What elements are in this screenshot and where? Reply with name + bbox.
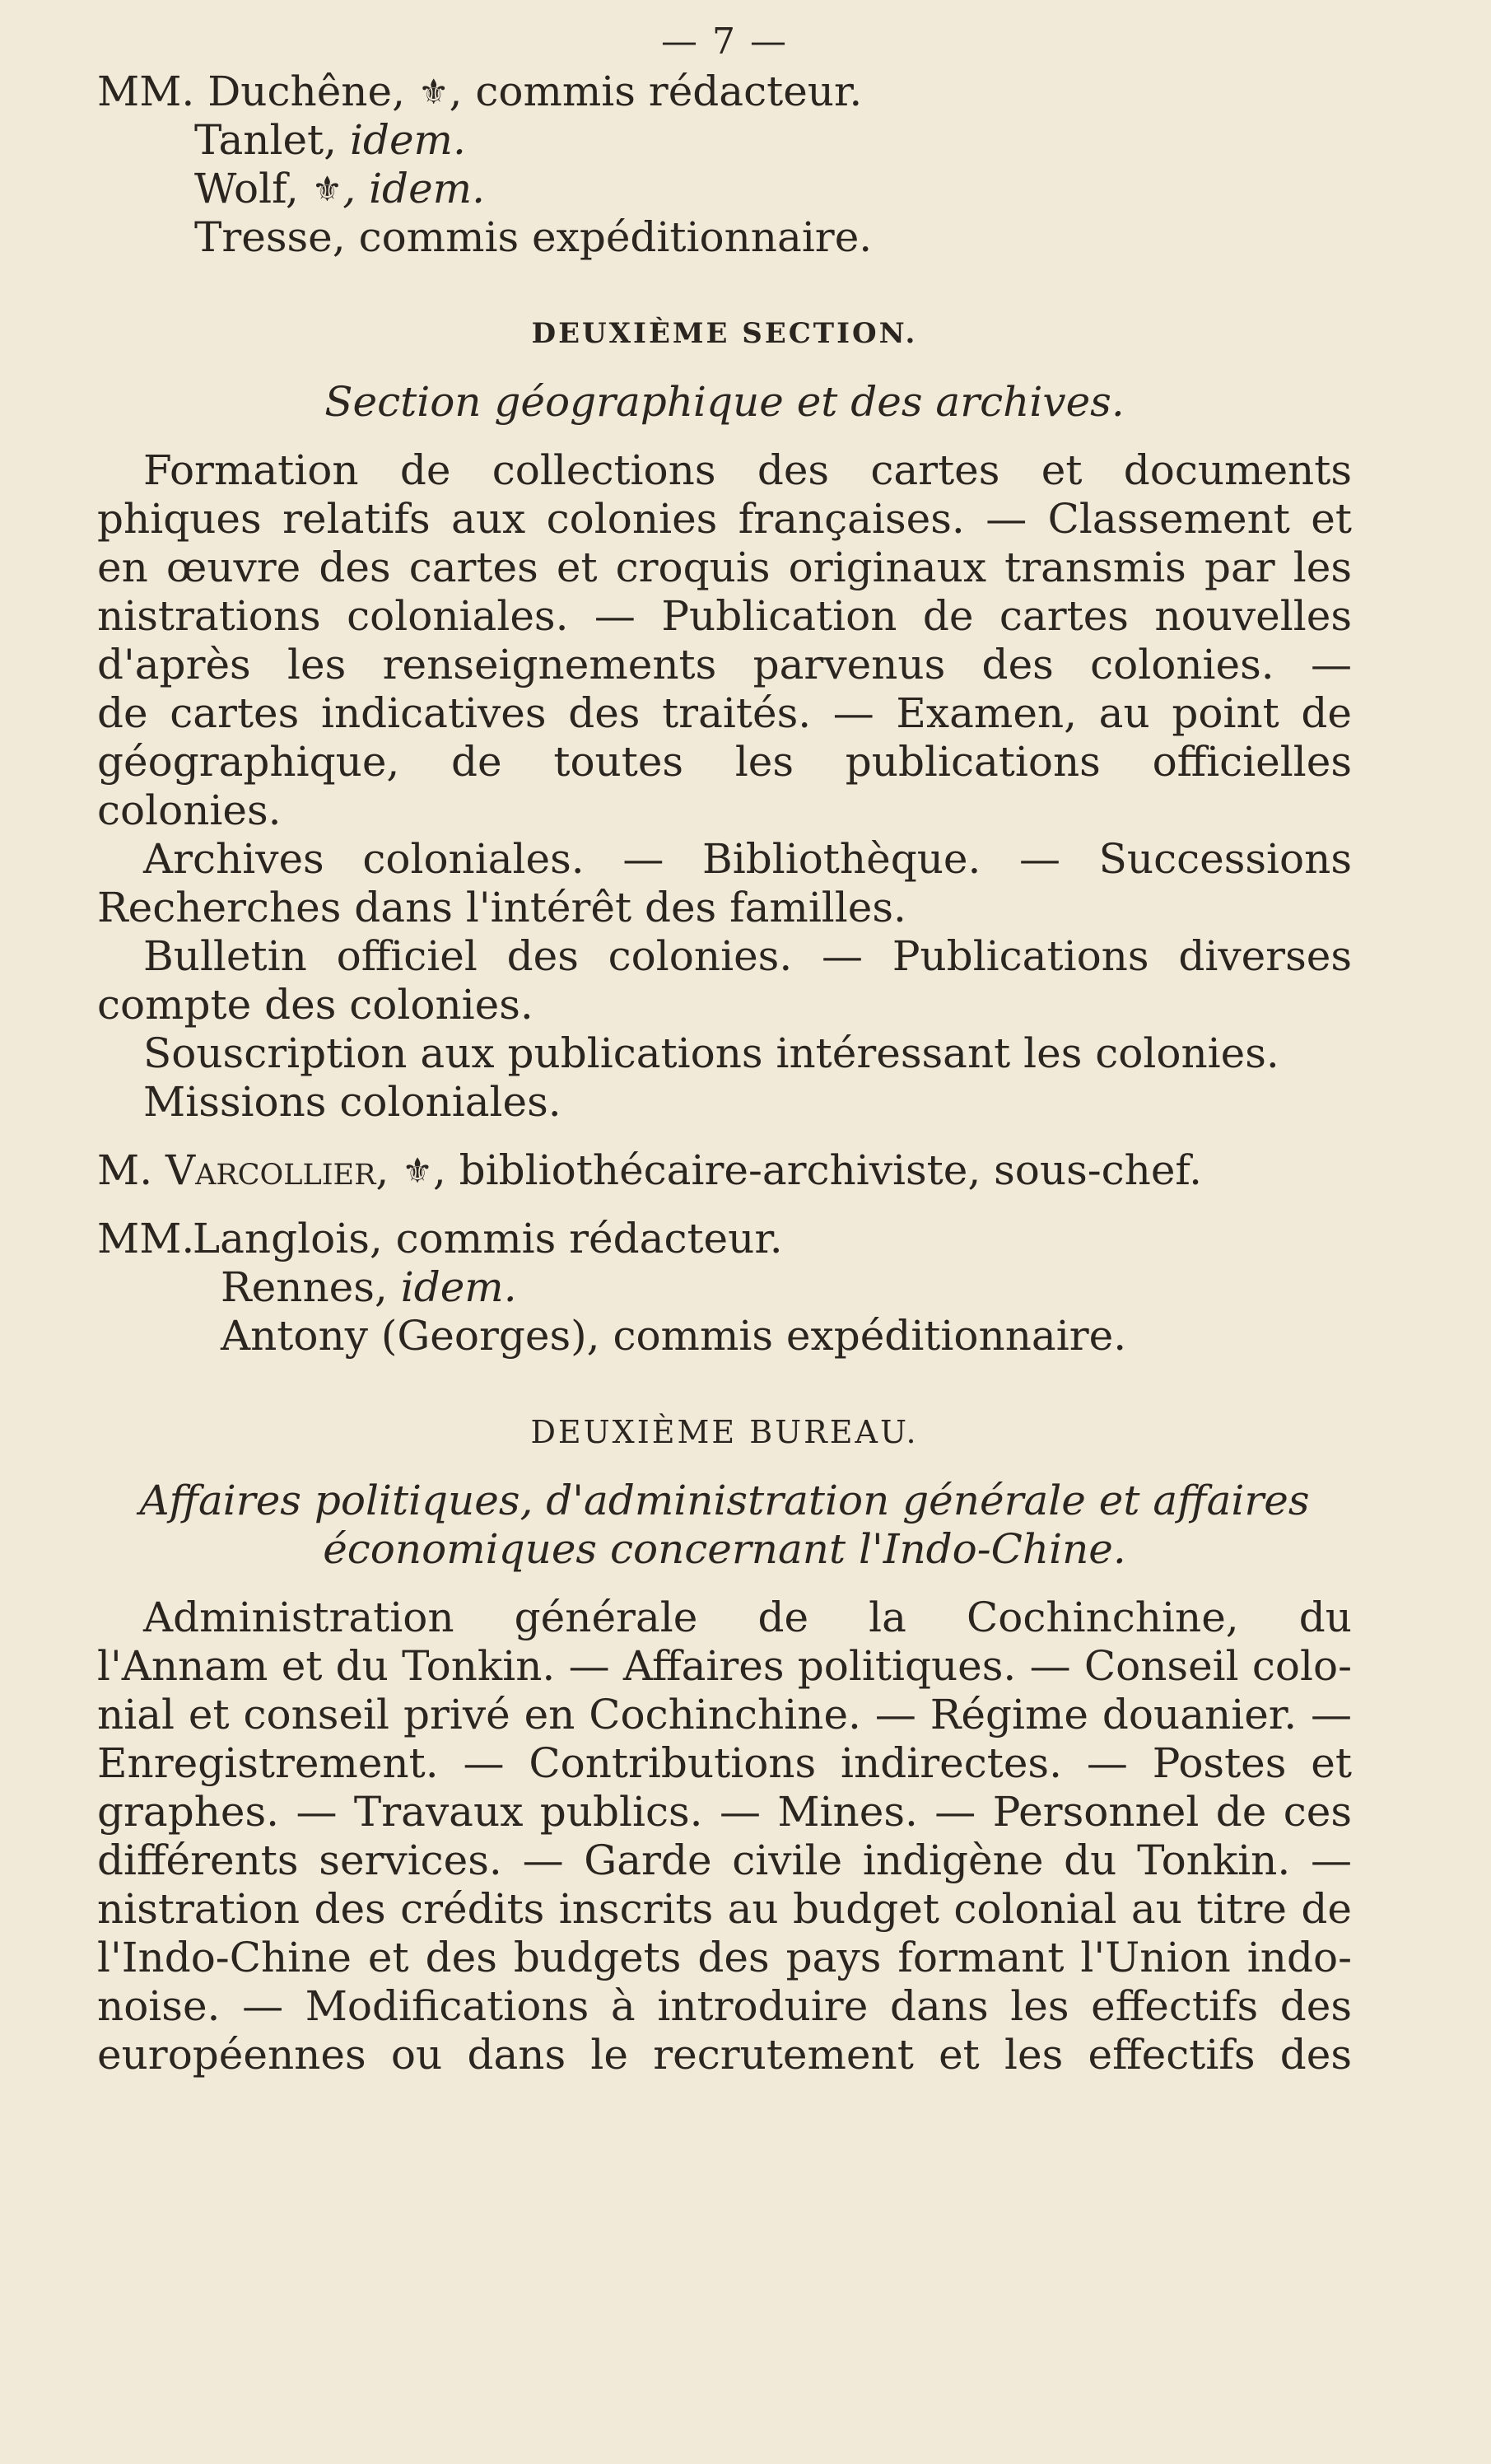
- staff-prefix: MM.: [97, 1215, 195, 1262]
- paragraph-line: Administration générale de la Cochinchine, du: [143, 1594, 1352, 1641]
- page-number: — 7 —: [661, 21, 788, 63]
- staff-role: commis expéditionnaire.: [358, 213, 873, 261]
- paragraph-line: graphes. — Travaux publics. — Mines. — Personnel de ces: [97, 1788, 1352, 1836]
- paragraph-line: de cartes indicatives des traités. — Examen, au point de: [97, 689, 1352, 737]
- staff-role: , bibliothécaire-archiviste, sous-chef.: [432, 1146, 1203, 1194]
- decoration-icon: ⚜: [311, 169, 343, 209]
- staff-row: [97, 1312, 1352, 1360]
- paragraph-line: Archives coloniales. — Bibliothèque. — Successions: [143, 835, 1352, 883]
- decoration-icon: ⚜: [417, 72, 450, 112]
- staff-role: idem.: [349, 116, 466, 164]
- section-staff-list: [97, 1215, 1352, 1360]
- staff-name: Langlois,: [192, 1215, 383, 1262]
- staff-role: idem.: [400, 1263, 517, 1311]
- paragraph-line: l'Annam et du Tonkin. — Affaires politiques. — Conseil colo-: [97, 1642, 1352, 1690]
- bureau-description: [97, 1594, 1352, 2079]
- staff-name: Tresse,: [194, 213, 346, 261]
- staff-name: Wolf,: [194, 165, 299, 212]
- paragraph-line: phiques relatifs aux colonies françaises. — Classement et: [97, 495, 1352, 543]
- section-description: [97, 446, 1352, 1127]
- paragraph-line: colonies.: [97, 786, 282, 834]
- paragraph-line: Formation de collections des cartes et documents: [143, 446, 1352, 494]
- staff-name: Tanlet,: [194, 116, 338, 164]
- paragraph-line: géographique, de toutes les publications officielles: [97, 738, 1352, 786]
- staff-row: [64, 116, 1352, 165]
- staff-row: [97, 1215, 1352, 1263]
- paragraph-line: l'Indo-Chine et des budgets des pays formant l'Union indo-: [97, 1934, 1352, 1981]
- paragraph-line: Bulletin officiel des colonies. — Publications diverses: [143, 932, 1352, 980]
- staff-prefix: M.: [97, 1146, 153, 1194]
- staff-role: commis expéditionnaire.: [613, 1312, 1127, 1360]
- staff-role: commis rédacteur.: [395, 1215, 783, 1262]
- section-subtitle: Section géographique et des archives.: [324, 378, 1125, 426]
- decoration-icon: ⚜: [402, 1150, 433, 1191]
- paragraph-line: nial et conseil privé en Cochinchine. — Régime douanier. —: [97, 1691, 1352, 1738]
- paragraph-line: Enregistrement. — Contributions indirectes. — Postes et: [97, 1739, 1352, 1787]
- staff-role: , commis rédacteur.: [449, 68, 863, 115]
- staff-row: [97, 68, 1352, 116]
- bureau-subtitle: Affaires politiques, d'administration générale et affaires: [139, 1477, 1310, 1524]
- paragraph-line: Missions coloniales.: [143, 1078, 561, 1126]
- staff-name: Antony (Georges),: [221, 1312, 600, 1360]
- paragraph-line: compte des colonies.: [97, 981, 533, 1029]
- staff-row: [97, 1263, 1352, 1312]
- bureau-staff-list: [97, 68, 1352, 262]
- staff-name: Varcollier,: [165, 1146, 389, 1194]
- staff-prefix: MM.: [97, 68, 195, 115]
- staff-name: Rennes,: [221, 1263, 388, 1311]
- paragraph-line: Recherches dans l'intérêt des familles.: [97, 884, 906, 931]
- section-heading: DEUXIÈME SECTION.: [531, 317, 918, 350]
- paragraph-line: noise. — Modifications à introduire dans les effectifs des: [97, 1982, 1352, 2030]
- paragraph-line: différents services. — Garde civile indigène du Tonkin. —: [97, 1836, 1352, 1884]
- section-chief: [97, 1146, 1352, 1195]
- paragraph-line: nistration des crédits inscrits au budget colonial au titre de: [97, 1885, 1352, 1933]
- paragraph-line: européennes ou dans le recrutement et les effectifs des: [97, 2031, 1352, 2079]
- staff-role: , idem.: [342, 165, 485, 212]
- bureau-subtitle: économiques concernant l'Indo-Chine.: [323, 1525, 1126, 1573]
- staff-row: [64, 165, 1352, 213]
- staff-name: Duchêne,: [207, 68, 405, 115]
- staff-row: [64, 213, 1352, 262]
- bureau-heading: DEUXIÈME BUREAU.: [530, 1414, 919, 1450]
- paragraph-line: Souscription aux publications intéressant les colonies.: [143, 1029, 1279, 1077]
- paragraph-line: d'après les renseignements parvenus des colonies. —: [97, 641, 1352, 688]
- page-text: [97, 16, 1352, 2079]
- paragraph-line: en œuvre des cartes et croquis originaux transmis par les: [97, 544, 1352, 591]
- paragraph-line: nistrations coloniales. — Publication de cartes nouvelles: [97, 592, 1352, 640]
